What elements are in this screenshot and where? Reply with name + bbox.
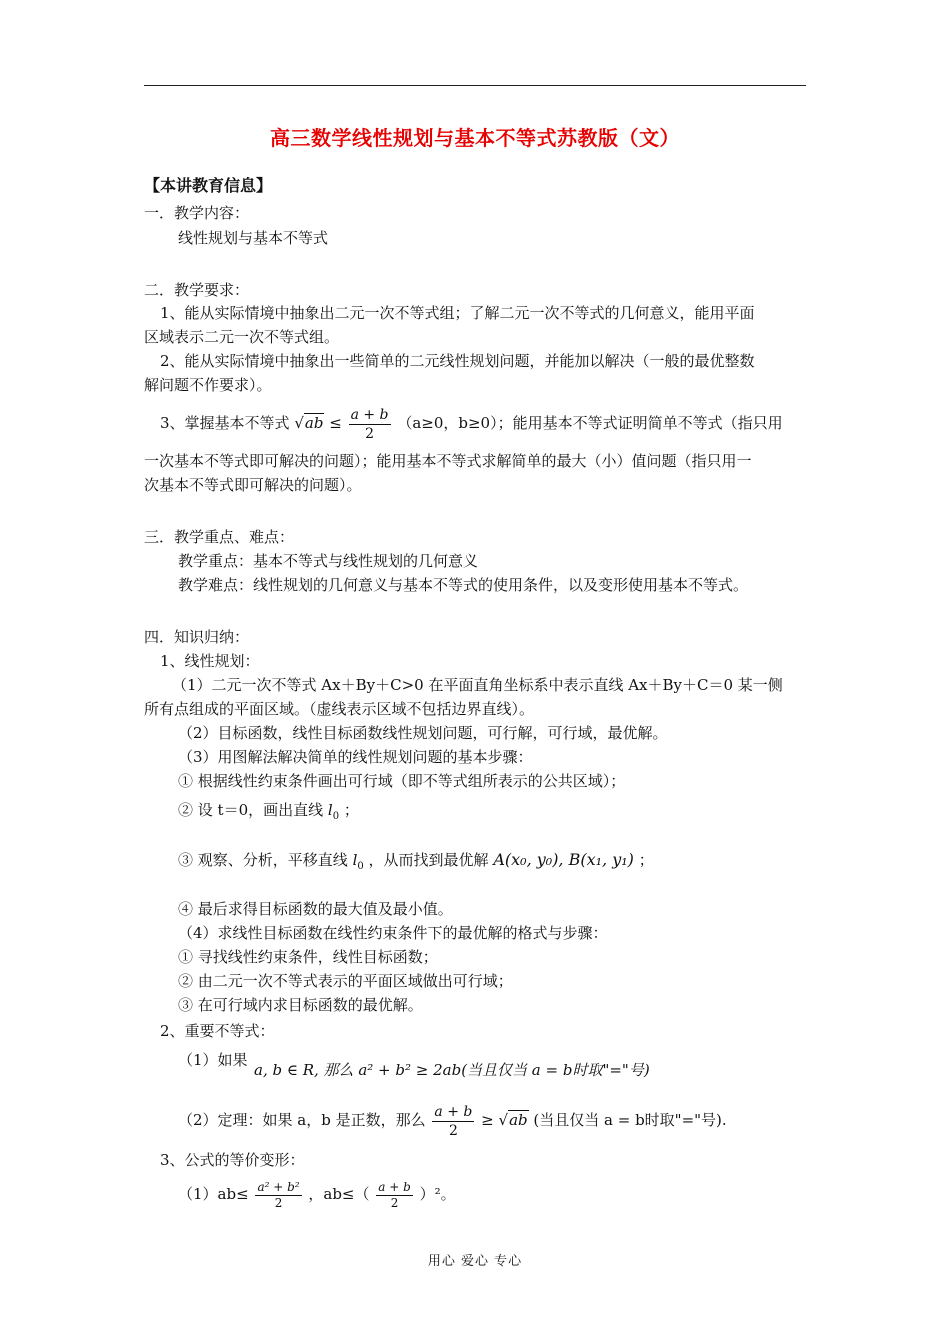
fraction-squares: $\frac{\text{a² + b²}}{2}$ — [257, 1179, 300, 1210]
heading-key-points: 三．教学重点、难点： — [144, 528, 295, 546]
linear-programming-heading: 1、线性规划： — [160, 652, 260, 670]
requirement-1b: 区域表示二元一次不等式组。 — [144, 328, 340, 346]
step-3-mid: ，从而找到最优解 — [368, 851, 489, 869]
inequality-1-formula: a, b ∈ R, 那么 a² + b² ≥ 2ab(当且仅当 a = b时取"="号) — [254, 1061, 650, 1079]
step-3-post: ； — [638, 851, 654, 869]
content-text: 线性规划与基本不等式 — [178, 229, 329, 247]
format-step-2: ② 由二元一次不等式表示的平面区域做出可行域； — [178, 972, 513, 990]
form-1-mid: ，ab≤（ — [308, 1185, 370, 1203]
document-title: 高三数学线性规划与基本不等式苏教版（文） — [270, 126, 680, 150]
step-1: ① 根据线性约束条件画出可行域（即不等式组所表示的公共区域）； — [178, 772, 626, 790]
point-1b: 所有点组成的平面区域。（虚线表示区域不包括边界直线）。 — [144, 700, 535, 718]
ge-sign: ≥ — [481, 1111, 494, 1129]
requirement-3-pre: 3、掌握基本不等式 — [160, 414, 290, 432]
equivalent-form-1 — [178, 1176, 456, 1212]
requirement-1a: 1、能从实际情境中抽象出二元一次不等式组；了解二元一次不等式的几何意义，能用平面 — [160, 304, 755, 322]
requirement-2b: 解问题不作要求）。 — [144, 376, 272, 394]
fraction-mean: $\frac{a + b}{2}$ — [434, 1103, 473, 1139]
requirement-3c: 次基本不等式即可解决的问题）。 — [144, 476, 362, 494]
step-2-post: ； — [343, 801, 359, 819]
inequality-2-post: (当且仅当 a = b时取"="号). — [533, 1111, 727, 1129]
point-3: （3）用图解法解决简单的线性规划问题的基本步骤： — [178, 748, 533, 766]
sqrt-ab-2: √ab — [498, 1111, 528, 1129]
point-1a: （1）二元一次不等式 Ax＋By＋C>0 在平面直角坐标系中表示直线 Ax＋By＋C＝0 某一侧 — [172, 676, 783, 694]
fraction-sum: $\frac{a + b}{2}$ — [378, 1179, 411, 1210]
sqrt-ab: √ab — [294, 414, 324, 432]
point-4: （4）求线性目标函数在线性约束条件下的最优解的格式与步骤： — [178, 924, 608, 942]
requirement-3a — [160, 405, 783, 443]
requirement-2a: 2、能从实际情境中抽象出一些简单的二元线性规划问题，并能加以解决（一般的最优整数 — [160, 352, 755, 370]
page-footer: 用心 爱心 专心 — [427, 1254, 523, 1269]
form-1-pre: （1）ab≤ — [178, 1185, 249, 1203]
point-2: （2）目标函数，线性目标函数线性规划问题，可行解，可行域，最优解。 — [178, 724, 668, 742]
heading-content: 一．教学内容： — [144, 204, 250, 222]
fraction-a-plus-b-over-2: $\frac{a + b}{2}$ — [350, 406, 389, 442]
inequality-2 — [178, 1102, 727, 1140]
requirement-3-post: （a≥0，b≥0）；能用基本不等式证明简单不等式（指只用 — [397, 414, 783, 432]
heading-knowledge: 四．知识归纳： — [144, 628, 250, 646]
form-1-post: ）²。 — [419, 1185, 456, 1203]
header-rule — [144, 85, 806, 86]
line-l0-step3-sub: 0 — [357, 861, 364, 872]
important-inequality-heading: 2、重要不等式： — [160, 1022, 275, 1040]
le-sign: ≤ — [329, 414, 342, 432]
requirement-3b: 一次基本不等式即可解决的问题）；能用基本不等式求解简单的最大（小）值问题（指只用一 — [144, 452, 752, 470]
format-step-3: ③ 在可行域内求目标函数的最优解。 — [178, 996, 423, 1014]
line-l0: l — [327, 801, 333, 819]
inequality-1-pre: （1）如果 — [178, 1051, 248, 1069]
step-3-pre: ③ 观察、分析，平移直线 — [178, 851, 348, 869]
step-3 — [178, 850, 654, 877]
section-header: 【本讲教育信息】 — [144, 176, 273, 195]
line-l0-sub: 0 — [332, 811, 340, 822]
optimal-solution: A(x₀, y₀), B(x₁, y₁) — [493, 850, 634, 869]
key-point: 教学重点：基本不等式与线性规划的几何意义 — [178, 552, 479, 570]
format-step-1: ① 寻找线性约束条件，线性目标函数； — [178, 948, 438, 966]
line-l0-step3: l — [352, 851, 358, 869]
difficult-point: 教学难点：线性规划的几何意义与基本不等式的使用条件，以及变形使用基本不等式。 — [178, 576, 749, 594]
step-4: ④ 最后求得目标函数的最大值及最小值。 — [178, 900, 453, 918]
heading-requirements: 二．教学要求： — [144, 281, 250, 299]
inequality-2-pre: （2）定理：如果 a，b 是正数，那么 — [178, 1111, 426, 1129]
equivalent-forms-heading: 3、公式的等价变形： — [160, 1151, 305, 1169]
step-2-pre: ② 设 t＝0，画出直线 — [178, 801, 324, 819]
step-2 — [178, 800, 359, 827]
